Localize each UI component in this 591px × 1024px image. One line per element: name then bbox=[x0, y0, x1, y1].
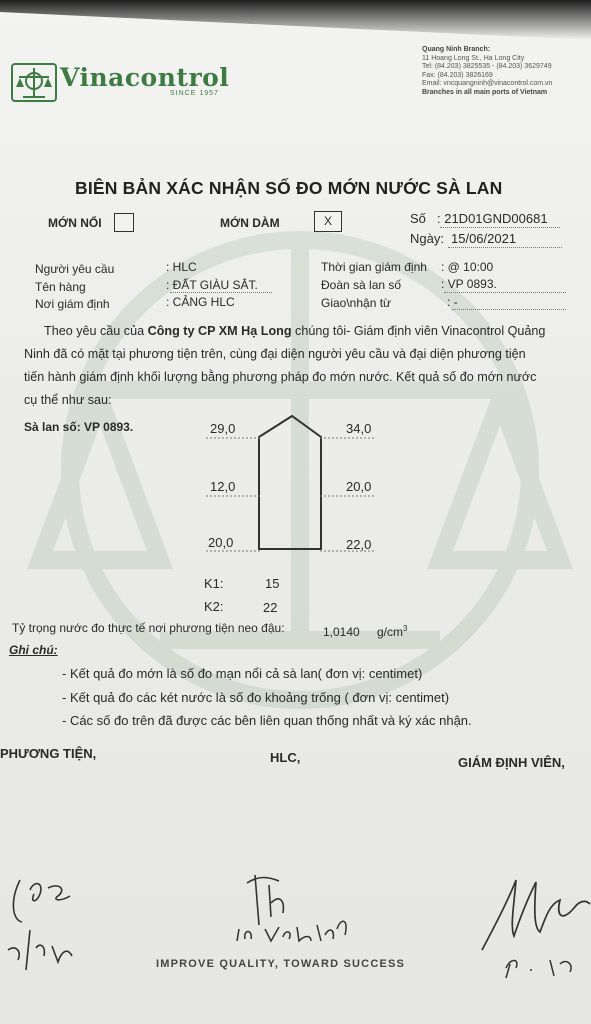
intro-text-1: Theo yêu cầu của bbox=[44, 324, 148, 338]
so-underline bbox=[440, 227, 560, 228]
doan-sa-lan-value: : VP 0893. bbox=[441, 277, 497, 291]
mon-dam-checkbox bbox=[314, 211, 342, 232]
k2-label: K2: bbox=[204, 599, 224, 614]
notes-heading: Ghi chú: bbox=[9, 643, 58, 657]
density-unit bbox=[377, 624, 407, 639]
nguoi-yeu-cau-label: Người yêu cầu bbox=[35, 262, 115, 276]
client-company: Công ty CP XM Hạ Long bbox=[147, 324, 292, 338]
ten-hang-underline bbox=[170, 292, 272, 293]
draft-mid-left: 12,0 bbox=[210, 479, 236, 494]
note-item-1: - Kết quả đo mớn là số đo mạn nổi cả sà lan( đơn vị: centimet) bbox=[62, 666, 423, 681]
footer-slogan: IMPROVE QUALITY, TOWARD SUCCESS bbox=[156, 958, 406, 970]
so-value: : 21D01GND00681 bbox=[437, 211, 548, 226]
density-unit-sup: 3 bbox=[403, 624, 408, 633]
draft-bot-left: 20,0 bbox=[208, 535, 234, 550]
note-item-3: - Các số đo trên đã được các bên liên quan thống nhất và ký xác nhận. bbox=[62, 713, 472, 728]
company-name: Vinacontrol bbox=[60, 63, 230, 92]
branch-email: Email: vncquangninh@vinacontrol.com.vn bbox=[422, 80, 553, 87]
ngay-underline bbox=[448, 247, 562, 248]
branch-info bbox=[422, 46, 552, 97]
branch-title: Quang Ninh Branch: bbox=[422, 46, 491, 53]
density-label: Tỷ trọng nước đo thực tế nơi phương tiện neo đậu: bbox=[12, 621, 285, 635]
mon-dam-mark: X bbox=[323, 214, 332, 228]
draft-top-left: 29,0 bbox=[210, 421, 236, 436]
density-unit-text: g/cm bbox=[377, 625, 404, 639]
ten-hang-label: Tên hàng bbox=[35, 280, 86, 294]
mon-noi-label: MỚN NỔI bbox=[48, 216, 102, 230]
intro-line-3: tiến hành giám định khối lượng bằng phương pháp đo mớn nước. Kết quả số đo mớn nước bbox=[24, 370, 537, 384]
k2-value: 22 bbox=[263, 600, 278, 615]
mon-dam-label: MỚN DÀM bbox=[220, 216, 280, 230]
intro-line-2: Ninh đã có mặt tại phương tiện trên, cùng đại diện người yêu cầu và đại diện phương tiện bbox=[24, 347, 526, 361]
signature-phuong-tien-icon bbox=[0, 860, 90, 980]
k1-value: 15 bbox=[265, 576, 280, 591]
noi-giam-dinh-value: : CẢNG HLC bbox=[166, 295, 235, 309]
sig-phuong-tien: PHƯƠNG TIỆN, bbox=[0, 746, 97, 761]
intro-line-4: cụ thể như sau: bbox=[24, 393, 112, 407]
density-value: 1,0140 bbox=[323, 625, 360, 639]
doan-sa-lan-label: Đoàn sà lan số bbox=[321, 278, 402, 292]
thoi-gian-value: : @ 10:00 bbox=[441, 260, 494, 274]
branch-fax: Fax: (84.203) 3826169 bbox=[422, 71, 493, 79]
note-item-2: - Kết quả đo các két nước là số đo khoảng trống ( đơn vị: centimet) bbox=[62, 690, 450, 705]
ngay-label: Ngày: bbox=[410, 231, 444, 246]
sig-giam-dinh-vien: GIÁM ĐỊNH VIÊN, bbox=[458, 755, 565, 770]
vinacontrol-logo-icon bbox=[11, 63, 57, 103]
sig-hlc: HLC, bbox=[270, 750, 301, 765]
draft-mid-right: 20,0 bbox=[346, 479, 372, 494]
company-since: SINCE 1957 bbox=[170, 90, 219, 97]
ngay-value: 15/06/2021 bbox=[451, 231, 517, 246]
document-title: BIÊN BẢN XÁC NHẬN SỐ ĐO MỚN NƯỚC SÀ LAN bbox=[75, 178, 503, 198]
draft-bot-right: 22,0 bbox=[346, 537, 372, 552]
draft-top-right: 34,0 bbox=[346, 421, 372, 436]
intro-text-2: chúng tôi- Giám định viên Vinacontrol Quảng bbox=[291, 324, 546, 338]
giao-nhan-value: : - bbox=[447, 295, 458, 309]
intro-paragraph bbox=[24, 320, 569, 412]
noi-giam-dinh-label: Nơi giám định bbox=[35, 297, 110, 311]
doan-sa-lan-underline bbox=[444, 292, 566, 293]
so-label: Số bbox=[410, 211, 426, 226]
mon-noi-checkbox bbox=[114, 213, 134, 232]
branch-address: 11 Hoang Long St., Ha Long City bbox=[422, 54, 525, 62]
nguoi-yeu-cau-value: : HLC bbox=[166, 260, 197, 274]
branch-tel: Tel: (84.203) 3825535 - (84.203) 3629749 bbox=[422, 63, 552, 70]
signature-giam-dinh-vien-icon bbox=[470, 860, 591, 980]
ten-hang-value: : ĐẤT GIÀU SẮT. bbox=[166, 278, 258, 292]
barge-label: Sà lan số: VP 0893. bbox=[24, 420, 134, 434]
k1-label: K1: bbox=[204, 576, 224, 591]
giao-nhan-label: Giao\nhận từ bbox=[321, 296, 392, 310]
giao-nhan-underline bbox=[452, 309, 566, 310]
thoi-gian-label: Thời gian giám định bbox=[321, 260, 427, 274]
branch-ports: Branches in all main ports of Vietnam bbox=[422, 88, 548, 96]
signature-hlc-icon bbox=[225, 855, 365, 950]
